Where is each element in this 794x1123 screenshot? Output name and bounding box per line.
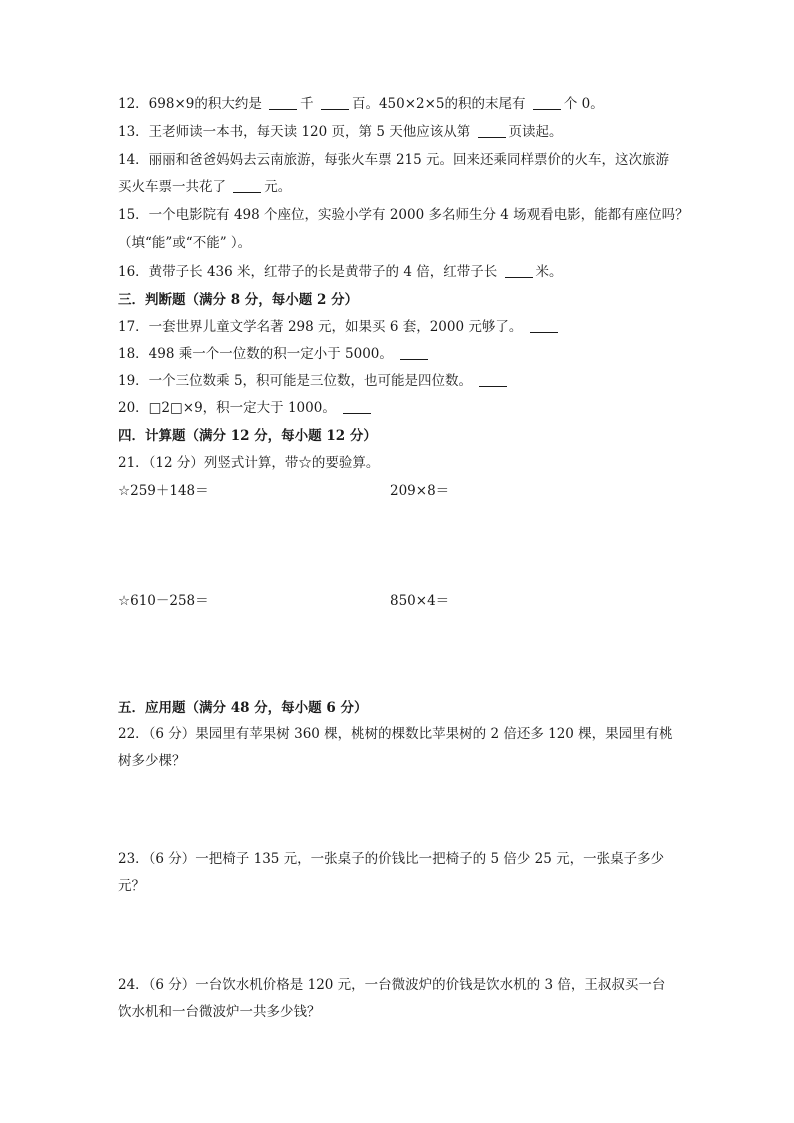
answer-blank[interactable] [343,399,371,414]
question-18: 18．498 乘一个一位数的积一定小于 5000。 [118,344,688,364]
section-4-heading: 四．计算题（满分 12 分，每小题 12 分） [118,428,377,444]
answer-blank[interactable] [233,178,261,193]
calc-problem-2: 209×8＝ [390,483,450,499]
question-15-line1: 15．一个电影院有 498 个座位，实验小学有 2000 多名师生分 4 场观看电影，能都有座位吗？ [118,207,689,223]
question-19: 19．一个三位数乘 5，积可能是三位数，也可能是四位数。 [118,371,688,391]
answer-blank[interactable] [269,95,297,110]
question-12: 12．698×9的积大约是 千 百。450×2×5的积的末尾有 个 0。 [118,96,604,112]
question-21: 21．（12 分）列竖式计算，带☆的要验算。 [118,455,380,471]
answer-blank[interactable] [530,318,558,333]
question-17: 17．一套世界儿童文学名著 298 元，如果买 6 套，2000 元够了。 [118,317,688,337]
answer-blank[interactable] [478,123,506,138]
question-14-line1: 14．丽丽和爸爸妈妈去云南旅游，每张火车票 215 元。回来还乘同样票价的火车，这次旅游 [118,152,670,168]
question-15-line2: （填“能”或“不能” ）。 [118,235,252,251]
question-22-line2: 树多少棵？ [118,753,186,769]
question-20: 20．□2□×9，积一定大于 1000。 [118,398,688,418]
section-3-heading: 三．判断题（满分 8 分，每小题 2 分） [118,292,359,308]
answer-blank[interactable] [400,345,428,360]
question-23-line1: 23．（6 分）一把椅子 135 元，一张桌子的价钱比一把椅子的 5 倍少 25 元，一张桌子多少 [118,851,665,867]
answer-blank[interactable] [321,95,349,110]
question-22-line1: 22．（6 分）果园里有苹果树 360 棵，桃树的棵数比苹果树的 2 倍还多 120 棵，果园里有桃 [118,726,673,742]
calc-problem-4: 850×4＝ [390,593,450,609]
calc-problem-1: ☆259＋148＝ [118,483,209,499]
question-24-line1: 24．（6 分）一台饮水机价格是 120 元，一台微波炉的价钱是饮水机的 3 倍，王叔叔买一台 [118,977,666,993]
answer-blank[interactable] [533,95,561,110]
question-16: 16．黄带子长 436 米，红带子的长是黄带子的 4 倍，红带子长 米。 [118,264,563,280]
answer-blank[interactable] [505,263,533,278]
section-5-heading: 五．应用题（满分 48 分，每小题 6 分） [118,700,368,716]
calc-problem-3: ☆610－258＝ [118,593,209,609]
answer-blank[interactable] [479,372,507,387]
question-24-line2: 饮水机和一台微波炉一共多少钱？ [118,1004,321,1020]
question-23-line2: 元？ [118,878,145,894]
question-13: 13．王老师读一本书，每天读 120 页，第 5 天他应该从第 页读起。 [118,124,563,140]
question-14-line2: 买火车票一共花了 元。 [118,179,292,195]
